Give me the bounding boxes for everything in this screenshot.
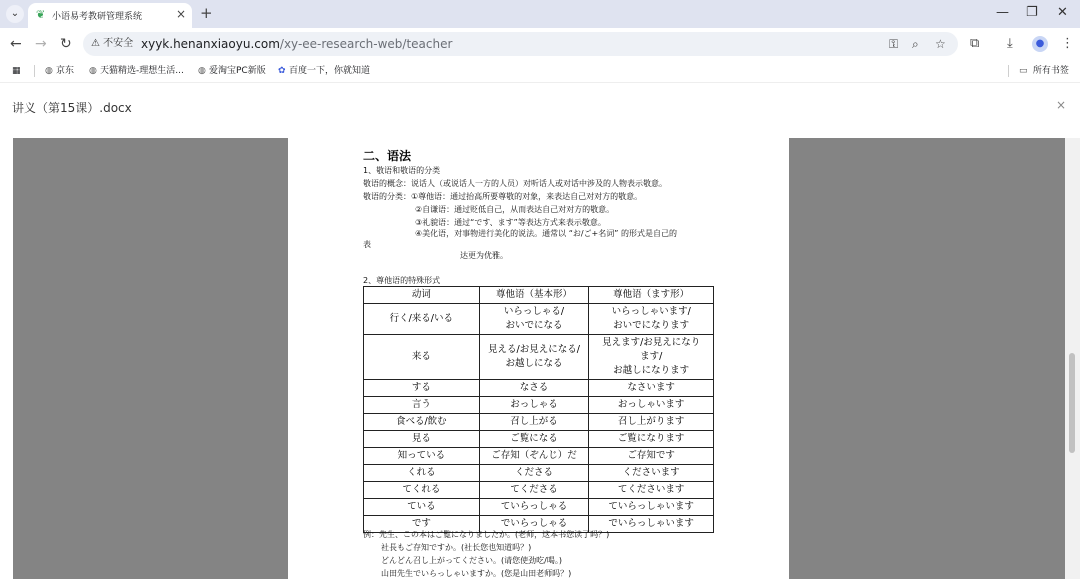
bookmarks-divider — [34, 65, 35, 77]
document-viewer-header — [0, 82, 1080, 138]
forward-arrow-icon[interactable]: → — [35, 36, 47, 52]
category-line-4-wrap: 表 — [363, 240, 371, 249]
table-cell: 知っている — [364, 448, 480, 465]
reload-icon[interactable]: ↻ — [60, 36, 72, 52]
baidu-paw-icon: ✿ — [278, 66, 286, 76]
bookmark-aitaobao[interactable] — [198, 65, 266, 77]
category-line-1: 敬语的分类：①尊他语：通过抬高所要尊敬的对象，来表达自己对对方的敬意。 — [363, 192, 643, 201]
leaf-favicon-icon: ❦ — [36, 8, 46, 21]
subsection-title: 2、尊他语的特殊形式 — [363, 276, 441, 285]
table-cell: なさる — [479, 380, 589, 397]
table-row — [364, 431, 714, 448]
bookmark-label: 爱淘宝PC新版 — [209, 66, 266, 76]
globe-icon: ◍ — [198, 66, 206, 76]
profile-avatar-icon[interactable]: ● — [1032, 36, 1048, 52]
table-cell: でいらっしゃる — [479, 516, 589, 533]
zoom-icon[interactable]: ⌕ — [912, 37, 919, 51]
table-cell: ご存知です — [589, 448, 714, 465]
concept-text: 敬语的概念：说话人（或说话人一方的人员）对听话人或对话中涉及的人物表示敬意。 — [363, 179, 667, 188]
table-cell: くださる — [479, 465, 589, 482]
bookmark-tmall[interactable] — [89, 65, 184, 77]
table-row — [364, 397, 714, 414]
table-header-row — [364, 287, 714, 304]
table-cell: おっしゃる — [479, 397, 589, 414]
category-line-4-end: 达更为优雅。 — [460, 251, 508, 260]
table-cell: 行く/来る/いる — [364, 304, 480, 335]
tab-close-icon[interactable]: × — [175, 7, 186, 21]
table-row — [364, 499, 714, 516]
table-cell: てくださいます — [589, 482, 714, 499]
table-row — [364, 414, 714, 431]
bookmark-label: 京东 — [56, 66, 75, 76]
table-cell: 召し上がります — [589, 414, 714, 431]
table-cell: おっしゃいます — [589, 397, 714, 414]
section-heading: 二、语法 — [363, 149, 412, 163]
table-cell: する — [364, 380, 480, 397]
table-cell: なさいます — [589, 380, 714, 397]
table-cell: 見る — [364, 431, 480, 448]
download-icon[interactable]: ⤓ — [1007, 36, 1013, 51]
table-cell: です — [364, 516, 480, 533]
document-page — [288, 138, 789, 579]
url-path: /xy-ee-research-web/teacher — [279, 37, 453, 51]
bookmark-jd[interactable] — [45, 65, 74, 77]
table-row — [364, 448, 714, 465]
apps-grid-icon[interactable]: ▦ — [12, 66, 21, 76]
table-cell: 見える/お見えになる/ お越しになる — [479, 335, 589, 380]
table-cell: ていらっしゃる — [479, 499, 589, 516]
example-line: どんどん召し上がってください。(请您使劲吃/喝。) — [381, 556, 562, 565]
table-row — [364, 380, 714, 397]
address-bar[interactable] — [83, 32, 958, 56]
table-header-cell: 尊他语（基本形） — [479, 287, 589, 304]
password-key-icon[interactable]: ⚿ — [889, 37, 899, 51]
subsection-title: 1、敬语和敬语的分类 — [363, 166, 441, 175]
table-cell: 見えます/お見えになり ます/ お越しになります — [589, 335, 714, 380]
window-close-button[interactable]: ✕ — [1057, 5, 1068, 20]
viewer-gutter-right — [789, 138, 1065, 579]
example-line: 山田先生でいらっしゃいますか。(您是山田老师吗？) — [381, 569, 572, 578]
url-text[interactable] — [141, 36, 452, 52]
browser-toolbar — [0, 28, 1080, 60]
tab-search-icon[interactable]: ⌄ — [6, 5, 24, 23]
not-secure-indicator[interactable] — [91, 37, 133, 51]
viewer-gutter-left — [13, 138, 288, 579]
example-line: 例：先生、この本はご覧になりましたか。(老师，这本书您读了吗？) — [363, 530, 610, 539]
honorific-verb-table — [363, 286, 714, 533]
table-cell: ていらっしゃいます — [589, 499, 714, 516]
table-cell: ている — [364, 499, 480, 516]
globe-icon: ◍ — [45, 66, 53, 76]
tab-strip — [0, 0, 1080, 28]
active-tab[interactable] — [28, 3, 192, 28]
table-row — [364, 482, 714, 499]
category-line-3: ③礼貌语：通过“です、ます”等表达方式来表示敬意。 — [415, 218, 606, 227]
bookmark-star-icon[interactable]: ☆ — [935, 37, 946, 51]
document-title: 讲义（第15课）.docx — [12, 101, 132, 115]
bookmark-label: 百度一下，你就知道 — [289, 66, 371, 76]
category-line-2: ②自谦语：通过贬低自己，从而表达自己对对方的敬意。 — [415, 205, 615, 214]
back-arrow-icon[interactable]: ← — [10, 36, 22, 52]
globe-icon: ◍ — [89, 66, 97, 76]
all-bookmarks-label: 所有书签 — [1032, 66, 1069, 76]
table-row — [364, 335, 714, 380]
warning-triangle-icon: ⚠ — [91, 38, 100, 49]
tab-title: 小语易考教研管理系统 — [52, 12, 143, 22]
bookmark-baidu[interactable] — [278, 65, 370, 77]
more-menu-icon[interactable]: ⋮ — [1061, 36, 1074, 51]
viewer-scrollbar[interactable] — [1065, 138, 1080, 579]
table-row — [364, 304, 714, 335]
table-cell: てくださる — [479, 482, 589, 499]
table-cell: てくれる — [364, 482, 480, 499]
table-cell: 食べる/飲む — [364, 414, 480, 431]
minimize-button[interactable]: — — [996, 5, 1009, 20]
bookmarks-divider — [1008, 65, 1009, 77]
viewer-close-icon[interactable]: × — [1055, 98, 1066, 112]
table-header-cell: 尊他语（ます形） — [589, 287, 714, 304]
table-cell: ご存知（ぞんじ）だ — [479, 448, 589, 465]
table-cell: 来る — [364, 335, 480, 380]
new-tab-button[interactable]: + — [200, 4, 213, 22]
category-line-4: ④美化语，对事物进行美化的说法。通常以 “お/ご+名词” 的形式是自己的 — [415, 229, 677, 238]
folder-icon: ▭ — [1019, 66, 1028, 76]
restore-button[interactable]: ❐ — [1026, 5, 1038, 20]
table-cell: くださいます — [589, 465, 714, 482]
scrollbar-thumb[interactable] — [1069, 353, 1075, 453]
table-cell: いらっしゃいます/ おいでになります — [589, 304, 714, 335]
table-cell: ご覧になる — [479, 431, 589, 448]
table-cell: でいらっしゃいます — [589, 516, 714, 533]
all-bookmarks-button[interactable] — [1019, 65, 1069, 77]
table-cell: くれる — [364, 465, 480, 482]
bookmark-label: 天猫精选-理想生活... — [100, 66, 184, 76]
table-cell: ご覧になります — [589, 431, 714, 448]
example-line: 社長もご存知ですか。(社长您也知道吗？) — [381, 543, 532, 552]
table-cell: いらっしゃる/ おいでになる — [479, 304, 589, 335]
bookmarks-bar — [0, 60, 1080, 82]
table-row — [364, 465, 714, 482]
table-cell: 言う — [364, 397, 480, 414]
table-header-cell: 动词 — [364, 287, 480, 304]
not-secure-label: 不安全 — [103, 38, 134, 49]
extensions-puzzle-icon[interactable]: ⧉ — [970, 36, 980, 51]
url-host: xyyk.henanxiaoyu.com — [141, 37, 280, 51]
table-cell: 召し上がる — [479, 414, 589, 431]
